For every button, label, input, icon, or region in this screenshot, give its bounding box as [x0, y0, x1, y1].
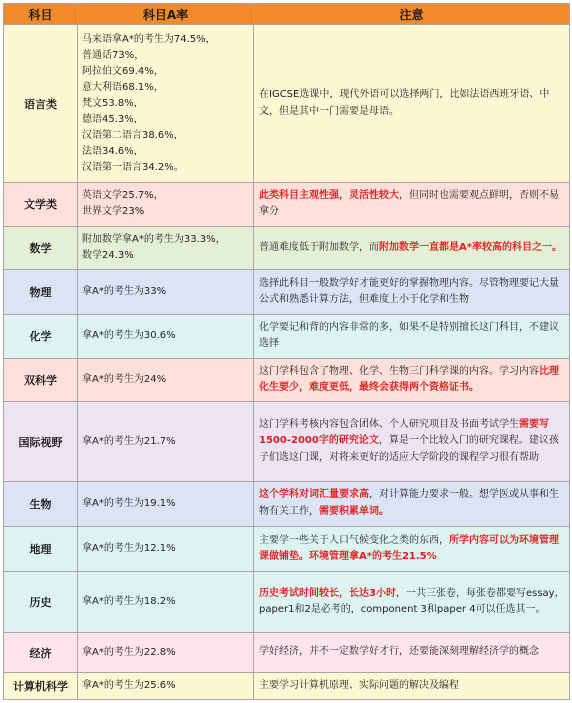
rate-cell: [78, 633, 254, 673]
table-row: [4, 183, 570, 227]
subject-cell: 物理: [4, 270, 78, 315]
rate-line: 阿拉伯文69.4%，: [82, 65, 164, 77]
rate-line: 意大利语68.1%，: [82, 81, 164, 93]
note-text: 这门学科考核内容包含团体、个人研究项目及书面考试学生: [259, 418, 519, 430]
note-cell: [254, 402, 570, 481]
note-cell: [254, 527, 570, 572]
subject-cell: 历史: [4, 571, 78, 632]
table-row: [4, 527, 570, 572]
note-cell: [254, 315, 570, 359]
table-row: [4, 402, 570, 481]
subject-cell: 生物: [4, 481, 78, 527]
note-highlight: 需要写1500-2000字的研究论文: [259, 418, 549, 447]
note-cell: [254, 270, 570, 315]
note-text: 普通难度低于附加数学，而: [259, 241, 379, 253]
rate-line: 拿A*的考生为18.2%: [82, 596, 176, 608]
note-text: 在IGCSE选课中，现代外语可以选择两门，比如法语西班牙语、中文，但是其中一门需要是母语。: [259, 89, 550, 117]
table-row: [4, 672, 570, 699]
subject-cell: 经济: [4, 633, 78, 673]
rate-line: 拿A*的考生为30.6%: [82, 330, 176, 342]
rate-cell: [78, 402, 254, 481]
rate-line: 拿A*的考生为24%: [82, 374, 167, 386]
header-subject: 科目: [4, 4, 78, 25]
subject-cell: 文学类: [4, 183, 78, 227]
table-row: [4, 315, 570, 359]
rate-line: 附加数学拿A*的考生为33.3%，: [82, 234, 226, 246]
subject-cell: 语言类: [4, 25, 78, 183]
note-highlight: 此类科目主观性强，灵活性较大: [259, 189, 399, 201]
note-text: 学好经济，并不一定数学好才行，还要能深刻理解经济学的概念: [259, 646, 539, 658]
rate-line: 拿A*的考生为21.7%: [82, 435, 176, 447]
note-text: ，算是一个比较入门的研究课程。建议孩子们选这门课，对将来更好的适应大学阶段的课程学习很有帮助: [259, 435, 559, 463]
rate-cell: [78, 226, 254, 270]
rate-line: 马来语拿A*的考生为74.5%，: [82, 33, 216, 45]
rate-cell: [78, 358, 254, 402]
note-cell: [254, 672, 570, 699]
subject-cell: 计算机科学: [4, 672, 78, 699]
note-cell: [254, 25, 570, 183]
rate-line: 数学24.3%: [82, 250, 134, 262]
table-row: [4, 633, 570, 673]
note-text: 选择此科目一般数学好才能更好的掌握物理内容。尽管物理要记大量公式和熟悉计算方法，但难度上小于化学和生物: [259, 277, 559, 306]
table-row: [4, 358, 570, 402]
rate-line: 拿A*的考生为12.1%: [82, 543, 176, 555]
rate-line: 拿A*的考生为25.6%: [82, 679, 176, 691]
rate-cell: [78, 527, 254, 572]
note-highlight: 附加数学一直都是A*率较高的科目之一。: [379, 241, 562, 253]
note-cell: [254, 481, 570, 527]
igcse-subject-table: [3, 3, 570, 700]
table-row: [4, 25, 570, 183]
rate-line: 拿A*的考生为22.8%: [82, 646, 176, 658]
subject-cell: 化学: [4, 315, 78, 359]
note-text: 化学要记和背的内容非常的多，如果不是特别擅长这门科目，不建议选择: [259, 321, 559, 350]
rate-line: 拿A*的考生为19.1%: [82, 497, 176, 509]
note-highlight: 历史考试时间较长，长达3小时: [259, 587, 396, 599]
rate-cell: [78, 672, 254, 699]
note-cell: [254, 571, 570, 632]
rate-line: 德语45.3%，: [82, 113, 144, 125]
note-text: ，一共三张卷，每张卷都要写essay，paper1和2是必考的，component 3和paper 4可以任选其一。: [259, 587, 565, 616]
note-text: ，对计算能力要求一般。想学医或从事和生物有关工作，: [259, 489, 559, 517]
rate-cell: [78, 183, 254, 227]
note-text: ，但同时也需要观点鲜明，否则不易拿分: [259, 189, 559, 218]
table-row: [4, 226, 570, 270]
note-cell: [254, 358, 570, 402]
rate-cell: [78, 270, 254, 315]
subject-cell: 地理: [4, 527, 78, 572]
note-highlight: 所学内容可以为环境管理课做铺垫。环境管理拿A*的考生21.5%: [259, 534, 559, 563]
table-header-row: [4, 4, 570, 25]
note-text: 主要学习计算机原理、实际问题的解决及编程: [259, 679, 459, 691]
note-highlight: 需要积累单词。: [319, 505, 389, 517]
table-row: [4, 270, 570, 315]
note-cell: [254, 226, 570, 270]
note-highlight: 这个学科对词汇量要求高: [259, 489, 369, 501]
rate-line: 普通话73%，: [82, 49, 145, 61]
subject-cell: 双科学: [4, 358, 78, 402]
header-note: 注意: [254, 4, 570, 25]
table-row: [4, 571, 570, 632]
rate-line: 汉语第一语言34.2%。: [82, 161, 184, 173]
note-cell: [254, 183, 570, 227]
note-text: 主要学一些关于人口气候变化之类的东西，: [259, 534, 449, 546]
rate-cell: [78, 25, 254, 183]
rate-line: 法语34.6%，: [82, 145, 144, 157]
table-body: [4, 25, 570, 700]
subject-cell: 数学: [4, 226, 78, 270]
rate-cell: [78, 481, 254, 527]
rate-line: 汉语第二语言38.6%，: [82, 129, 184, 141]
header-rate: 科目A率: [78, 4, 254, 25]
note-text: 这门学科包含了物理、化学、生物三门科学课的内容。学习内容: [259, 365, 539, 377]
note-highlight: 比理化生要少，难度更低，最终会获得两个资格证书。: [259, 365, 559, 394]
table-row: [4, 481, 570, 527]
note-cell: [254, 633, 570, 673]
rate-line: 世界文学23%: [82, 206, 145, 218]
rate-line: 英语文学25.7%，: [82, 190, 164, 202]
rate-cell: [78, 571, 254, 632]
subject-cell: 国际视野: [4, 402, 78, 481]
rate-line: 梵文53.8%，: [82, 97, 144, 109]
rate-line: 拿A*的考生为33%: [82, 286, 167, 298]
rate-cell: [78, 315, 254, 359]
